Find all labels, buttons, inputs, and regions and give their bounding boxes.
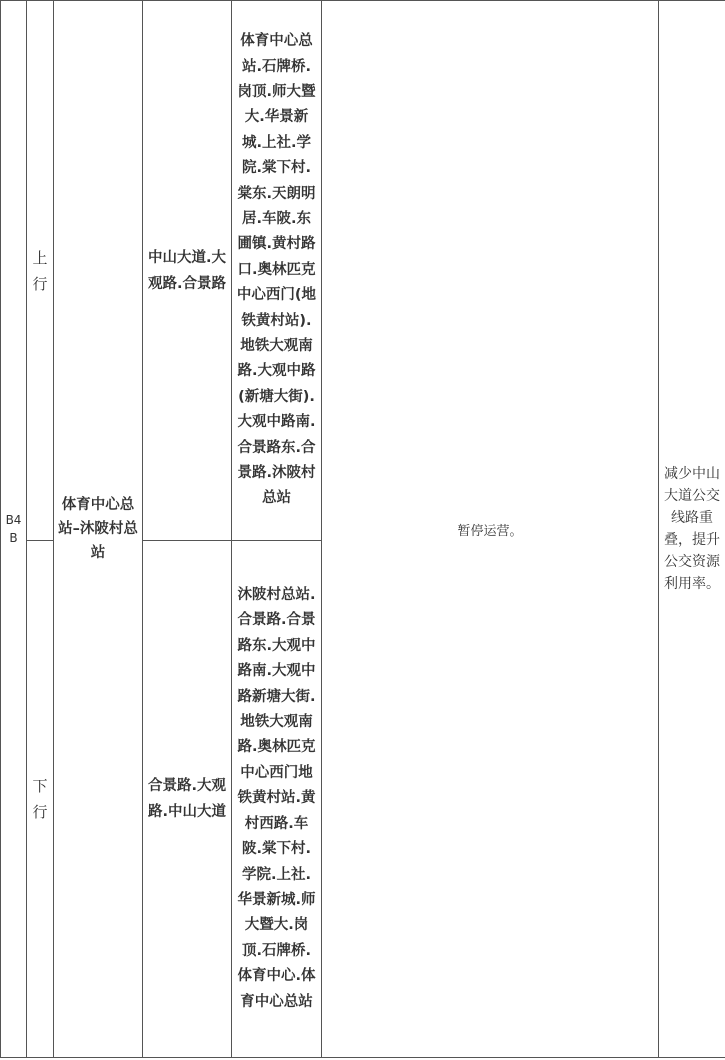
roads-up-cell: 中山大道.大观路.合景路: [143, 1, 232, 541]
route-name-cell: 体育中心总站–沐陂村总站: [54, 1, 143, 1058]
roads-down-cell: 合景路.大观路.中山大道: [143, 541, 232, 1058]
reason-cell: 减少中山大道公交线路重叠，提升公交资源利用率。: [659, 1, 725, 1058]
stops-up-cell: 体育中心总站.石牌桥.岗顶.师大暨大.华景新城.上社.学院.棠下村.棠东.天朗明居.车陂.东圃镇.黄村路口.奥林匹克中心西门(地铁黄村站).地铁大观南路.大观中路(新塘大街).大观中路南.合景路东.合景路.沐陂村总站: [232, 1, 322, 541]
line-number-cell: B4B: [1, 1, 27, 1058]
direction-down-cell: 下行: [27, 541, 54, 1058]
stops-down-cell: 沐陂村总站.合景路.合景路东.大观中路南.大观中路新塘大街.地铁大观南路.奥林匹克中心西门地铁黄村站.黄村西路.车陂.棠下村.学院.上社.华景新城.师大暨大.岗顶.石牌桥.体育中心.体育中心总站: [232, 541, 322, 1058]
table-row-up: [1, 1, 725, 541]
adjustment-cell: 暂停运营。: [322, 1, 659, 1058]
direction-up-cell: 上行: [27, 1, 54, 541]
